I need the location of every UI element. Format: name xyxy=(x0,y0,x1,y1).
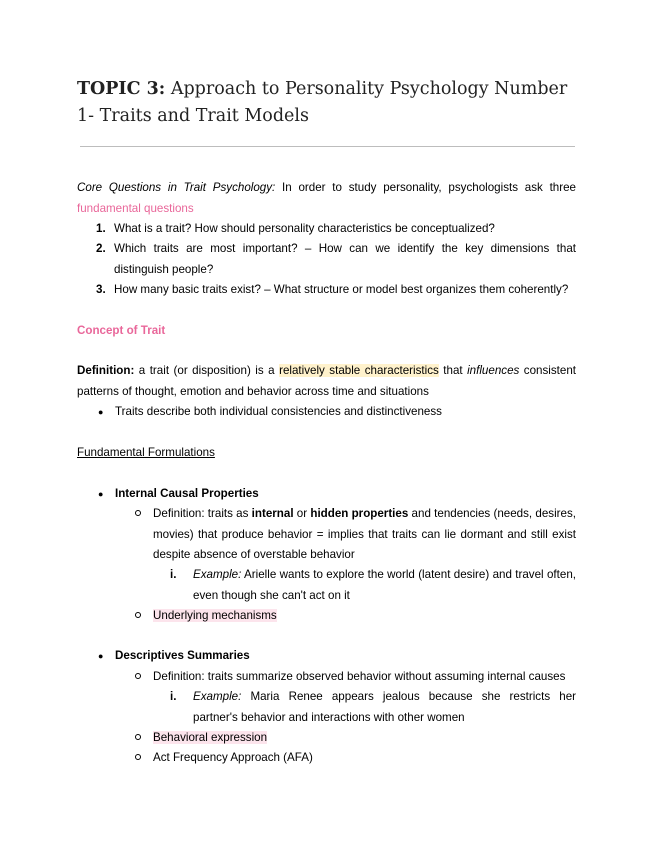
concept-heading: Concept of Trait xyxy=(77,324,166,337)
circle-bullet xyxy=(135,734,141,740)
internal-heading: Internal Causal Properties xyxy=(115,487,259,500)
circle-bullet xyxy=(135,673,141,679)
descriptive-definition: Definition: traits summarize observed behavior without assuming internal causes xyxy=(153,670,566,683)
internal-definition: Definition: traits as internal or hidden properties and tendencies (needs, desires, movies) that produce behavior = implies that traits can lie dormant and still exist despite absence of overstable behavior xyxy=(153,507,576,561)
circle-bullet xyxy=(135,510,141,516)
internal-example: Example: Arielle wants to explore the world (latent desire) and travel often, even though she can't act on it xyxy=(193,568,576,602)
act-frequency-approach: Act Frequency Approach (AFA) xyxy=(153,751,313,764)
fundamental-questions-text: fundamental questions xyxy=(77,201,194,215)
bullet-dot: ● xyxy=(98,407,104,417)
highlighted-phrase: relatively stable characteristics xyxy=(279,364,439,377)
core-questions-intro: Core Questions in Trait Psychology: In order to study personality, psychologists ask three fundamental questions xyxy=(77,181,577,215)
title-divider xyxy=(80,146,575,147)
document-page: TOPIC 3: Approach to Personality Psychology Number 1- Traits and Trait Models Core Questions in Trait Psychology: In order to study personality, psychologists ask three fundamental questions 1. What is a trait? How should personality characteristics be conceptualized? 2. Which traits are most important? – How can we identify the key dimensions that distinguish people? 3. How many basic traits exist? – What structure or model best organizes them coherently? Concept of Trait Definition: a trait (or disposition) is a relatively stable characteristics that influences consistent patterns of thought, emotion and behavior across time and situations ● Traits describe both individual consistencies and distinctiveness Fundamental Formulations ● Internal Causal Properties Definition: traits as internal or hidden properties and tendencies (needs, desires, movies) that produce behavior = implies that traits can lie dormant and still exist despite absence of overstable behavior i. Example: Arielle wants to explore the world (latent desire) and travel often, even though she can't act on it Underlying mechanisms ● Descriptives Summaries Definition: traits summarize observed behavior without assuming internal causes i. Example: Maria Renee appears jealous because she restricts her partner's behavior and interactions with other women Behavioral expression Act Frequency Approach (AFA) xyxy=(0,0,655,848)
circle-bullet xyxy=(135,754,141,760)
circle-bullet xyxy=(135,612,141,618)
bullet-dot: ● xyxy=(98,651,104,661)
behavioral-expression: Behavioral expression xyxy=(153,731,268,744)
descriptive-heading: Descriptives Summaries xyxy=(115,649,250,662)
definition-bullet: Traits describe both individual consistencies and distinctiveness xyxy=(115,405,442,418)
page-title: TOPIC 3: Approach to Personality Psychology Number 1- Traits and Trait Models xyxy=(77,79,568,126)
fundamental-heading: Fundamental Formulations xyxy=(77,446,215,459)
example-numeral: i. xyxy=(170,690,177,703)
underlying-mechanisms: Underlying mechanisms xyxy=(153,609,277,622)
bullet-dot: ● xyxy=(98,489,104,499)
descriptive-example: Example: Maria Renee appears jealous because she restricts her partner's behavior and interactions with other women xyxy=(193,690,576,724)
example-numeral: i. xyxy=(170,568,177,581)
trait-definition: Definition: a trait (or disposition) is a relatively stable characteristics that influences consistent patterns of thought, emotion and behavior across time and situations xyxy=(77,364,577,398)
